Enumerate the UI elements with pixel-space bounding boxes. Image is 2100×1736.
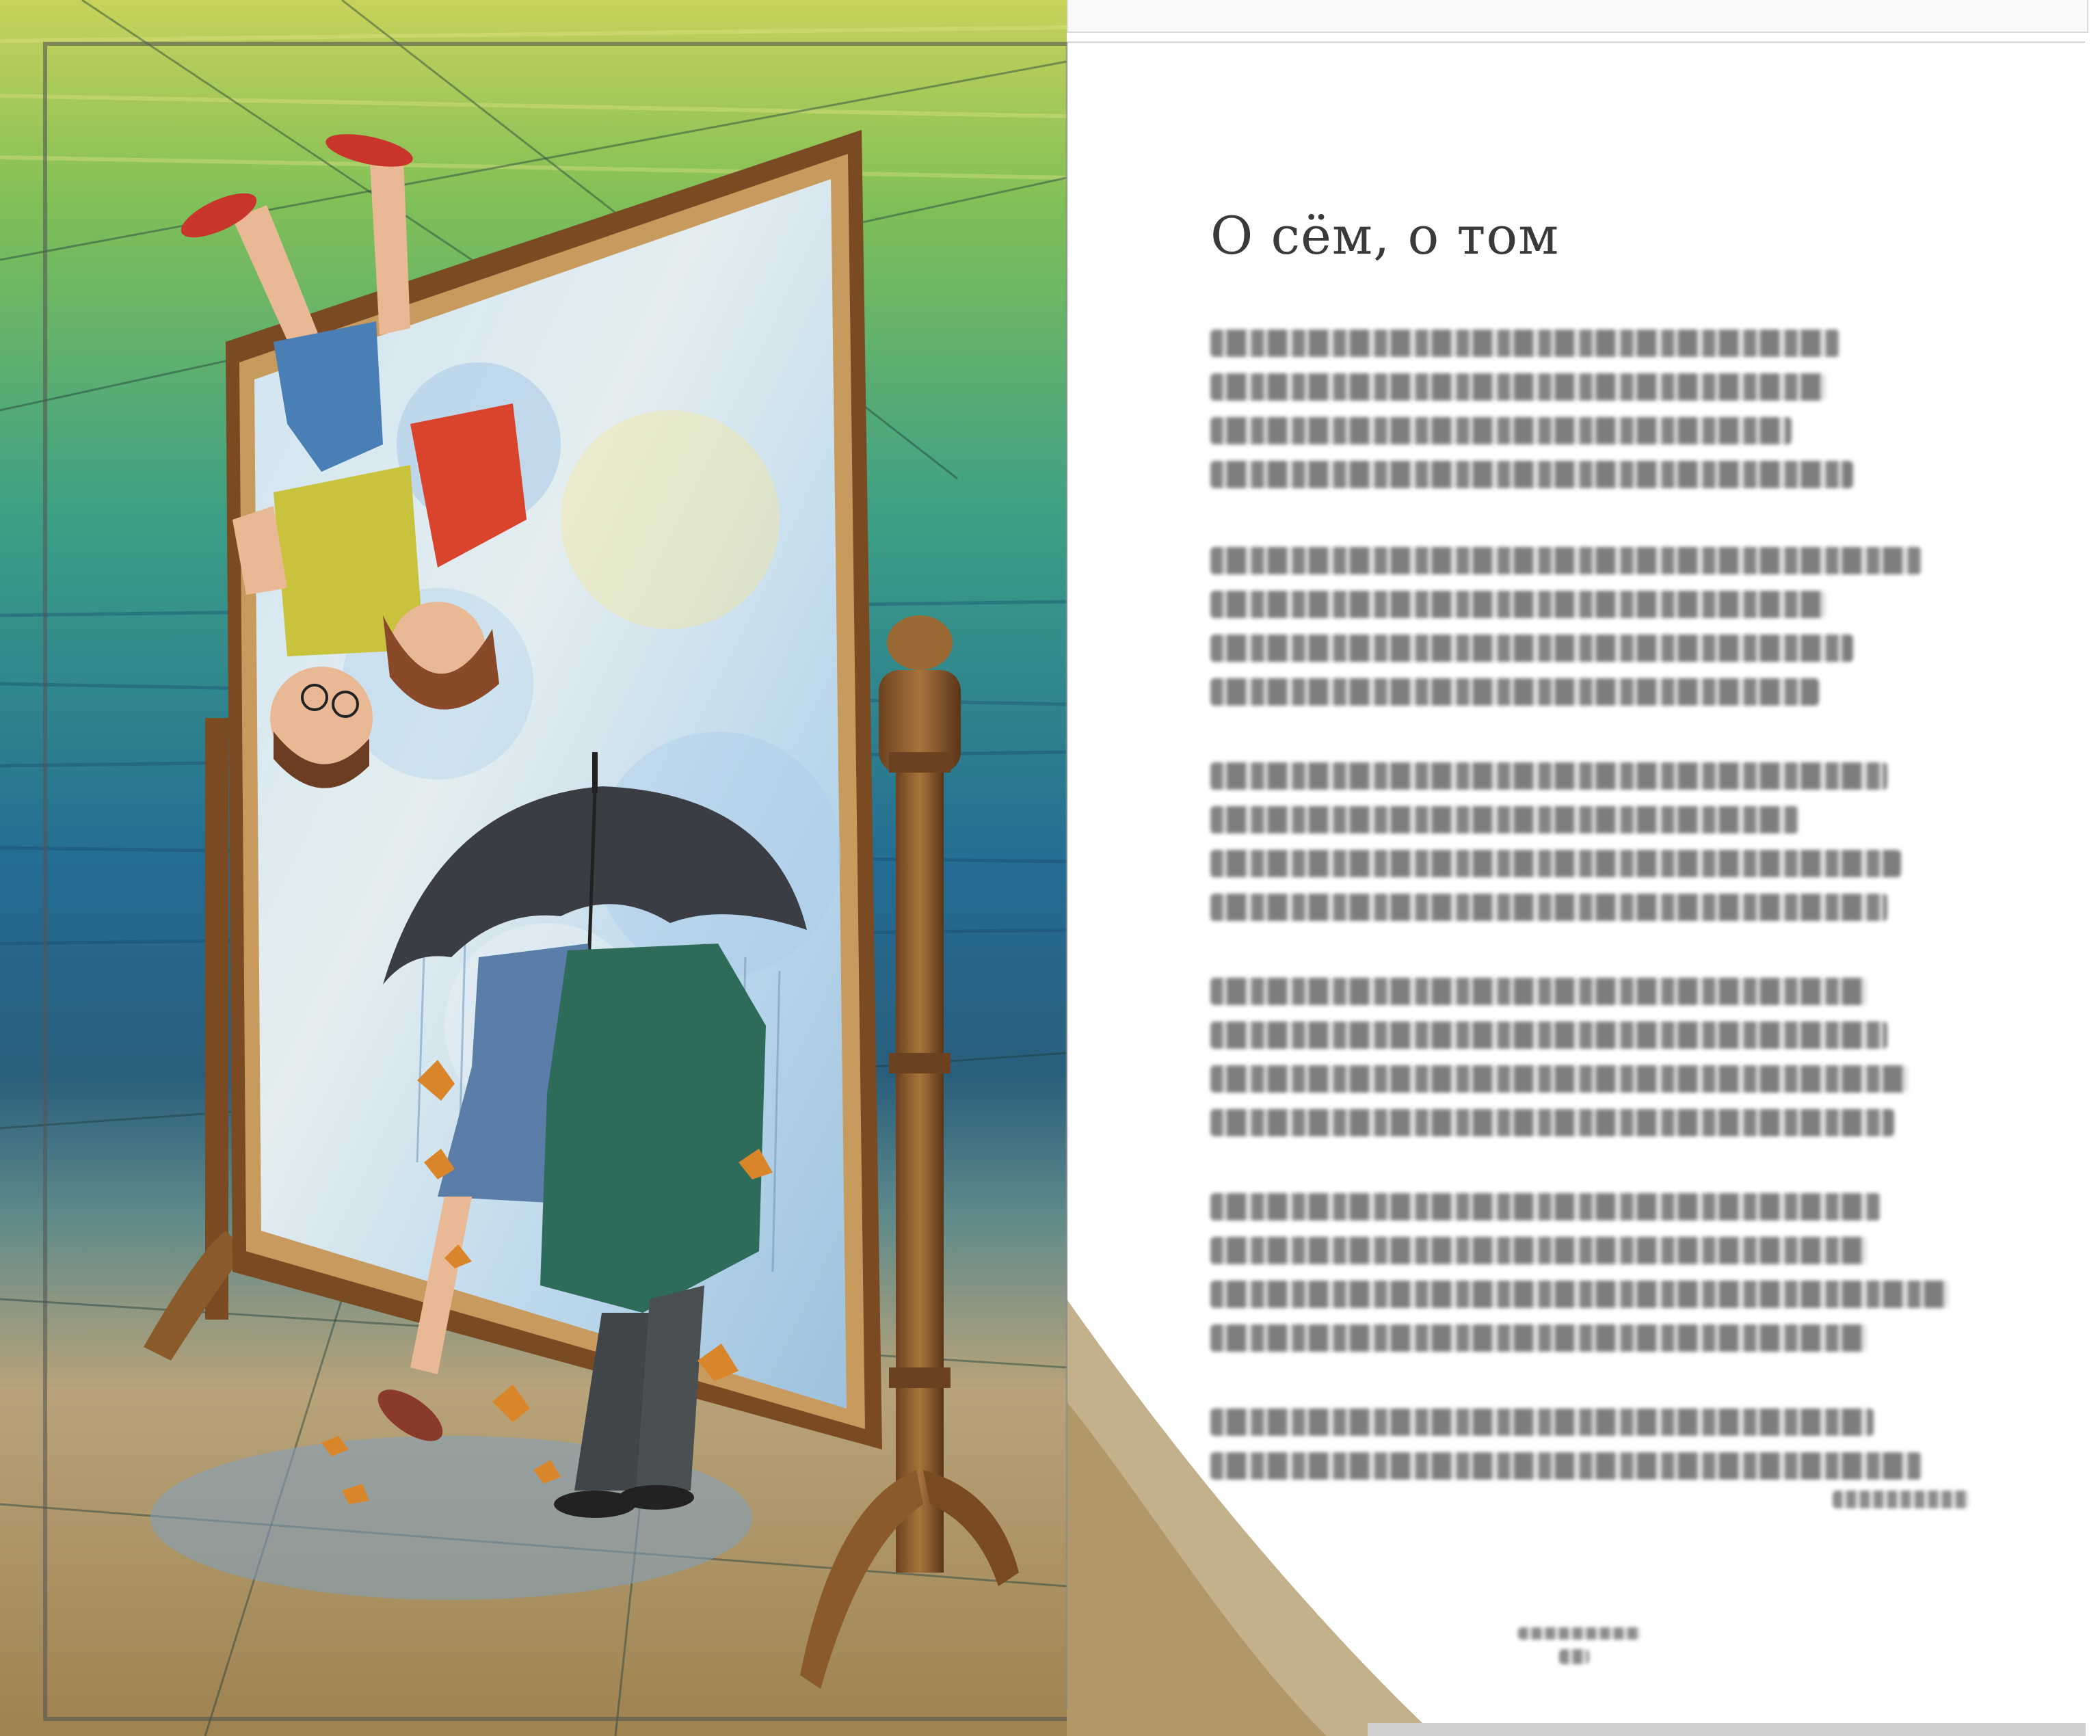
poem-line (1210, 1021, 1887, 1049)
poem-line (1210, 678, 1819, 706)
bottom-page-edge (1368, 1723, 2086, 1736)
poem-line (1210, 894, 1887, 921)
page-title: О сём, о том (1210, 205, 1560, 266)
poem-line (1210, 373, 1826, 401)
poem-line (1210, 635, 1853, 662)
poem-line (1210, 417, 1792, 444)
poem-line (1210, 1408, 1874, 1436)
stanza-3 (1210, 762, 1990, 937)
poem-line (1210, 978, 1867, 1005)
stanza-5 (1210, 1193, 1990, 1368)
poem-line (1210, 591, 1826, 618)
poem-line (1210, 850, 1901, 877)
poem-line (1210, 762, 1887, 790)
poem-line (1210, 330, 1839, 357)
poem-line (1210, 1065, 1908, 1093)
poem-line (1210, 1109, 1894, 1136)
poem-line (1210, 547, 1922, 574)
poem-line (1210, 806, 1798, 833)
stanza-1 (1210, 330, 1990, 505)
poem-line (1210, 1324, 1867, 1352)
stanza-2 (1210, 547, 1990, 722)
poem-line (1210, 461, 1853, 488)
poem-line (1210, 1193, 1880, 1220)
poem-line (1210, 1281, 1949, 1308)
stanza-4 (1210, 978, 1990, 1153)
folio-ornament (1518, 1627, 1641, 1640)
stanza-6 (1210, 1408, 1990, 1496)
poem-line (1210, 1237, 1867, 1264)
poem-line (1210, 1452, 1922, 1480)
poem-signature (1833, 1491, 1969, 1508)
page-number (1559, 1649, 1589, 1664)
